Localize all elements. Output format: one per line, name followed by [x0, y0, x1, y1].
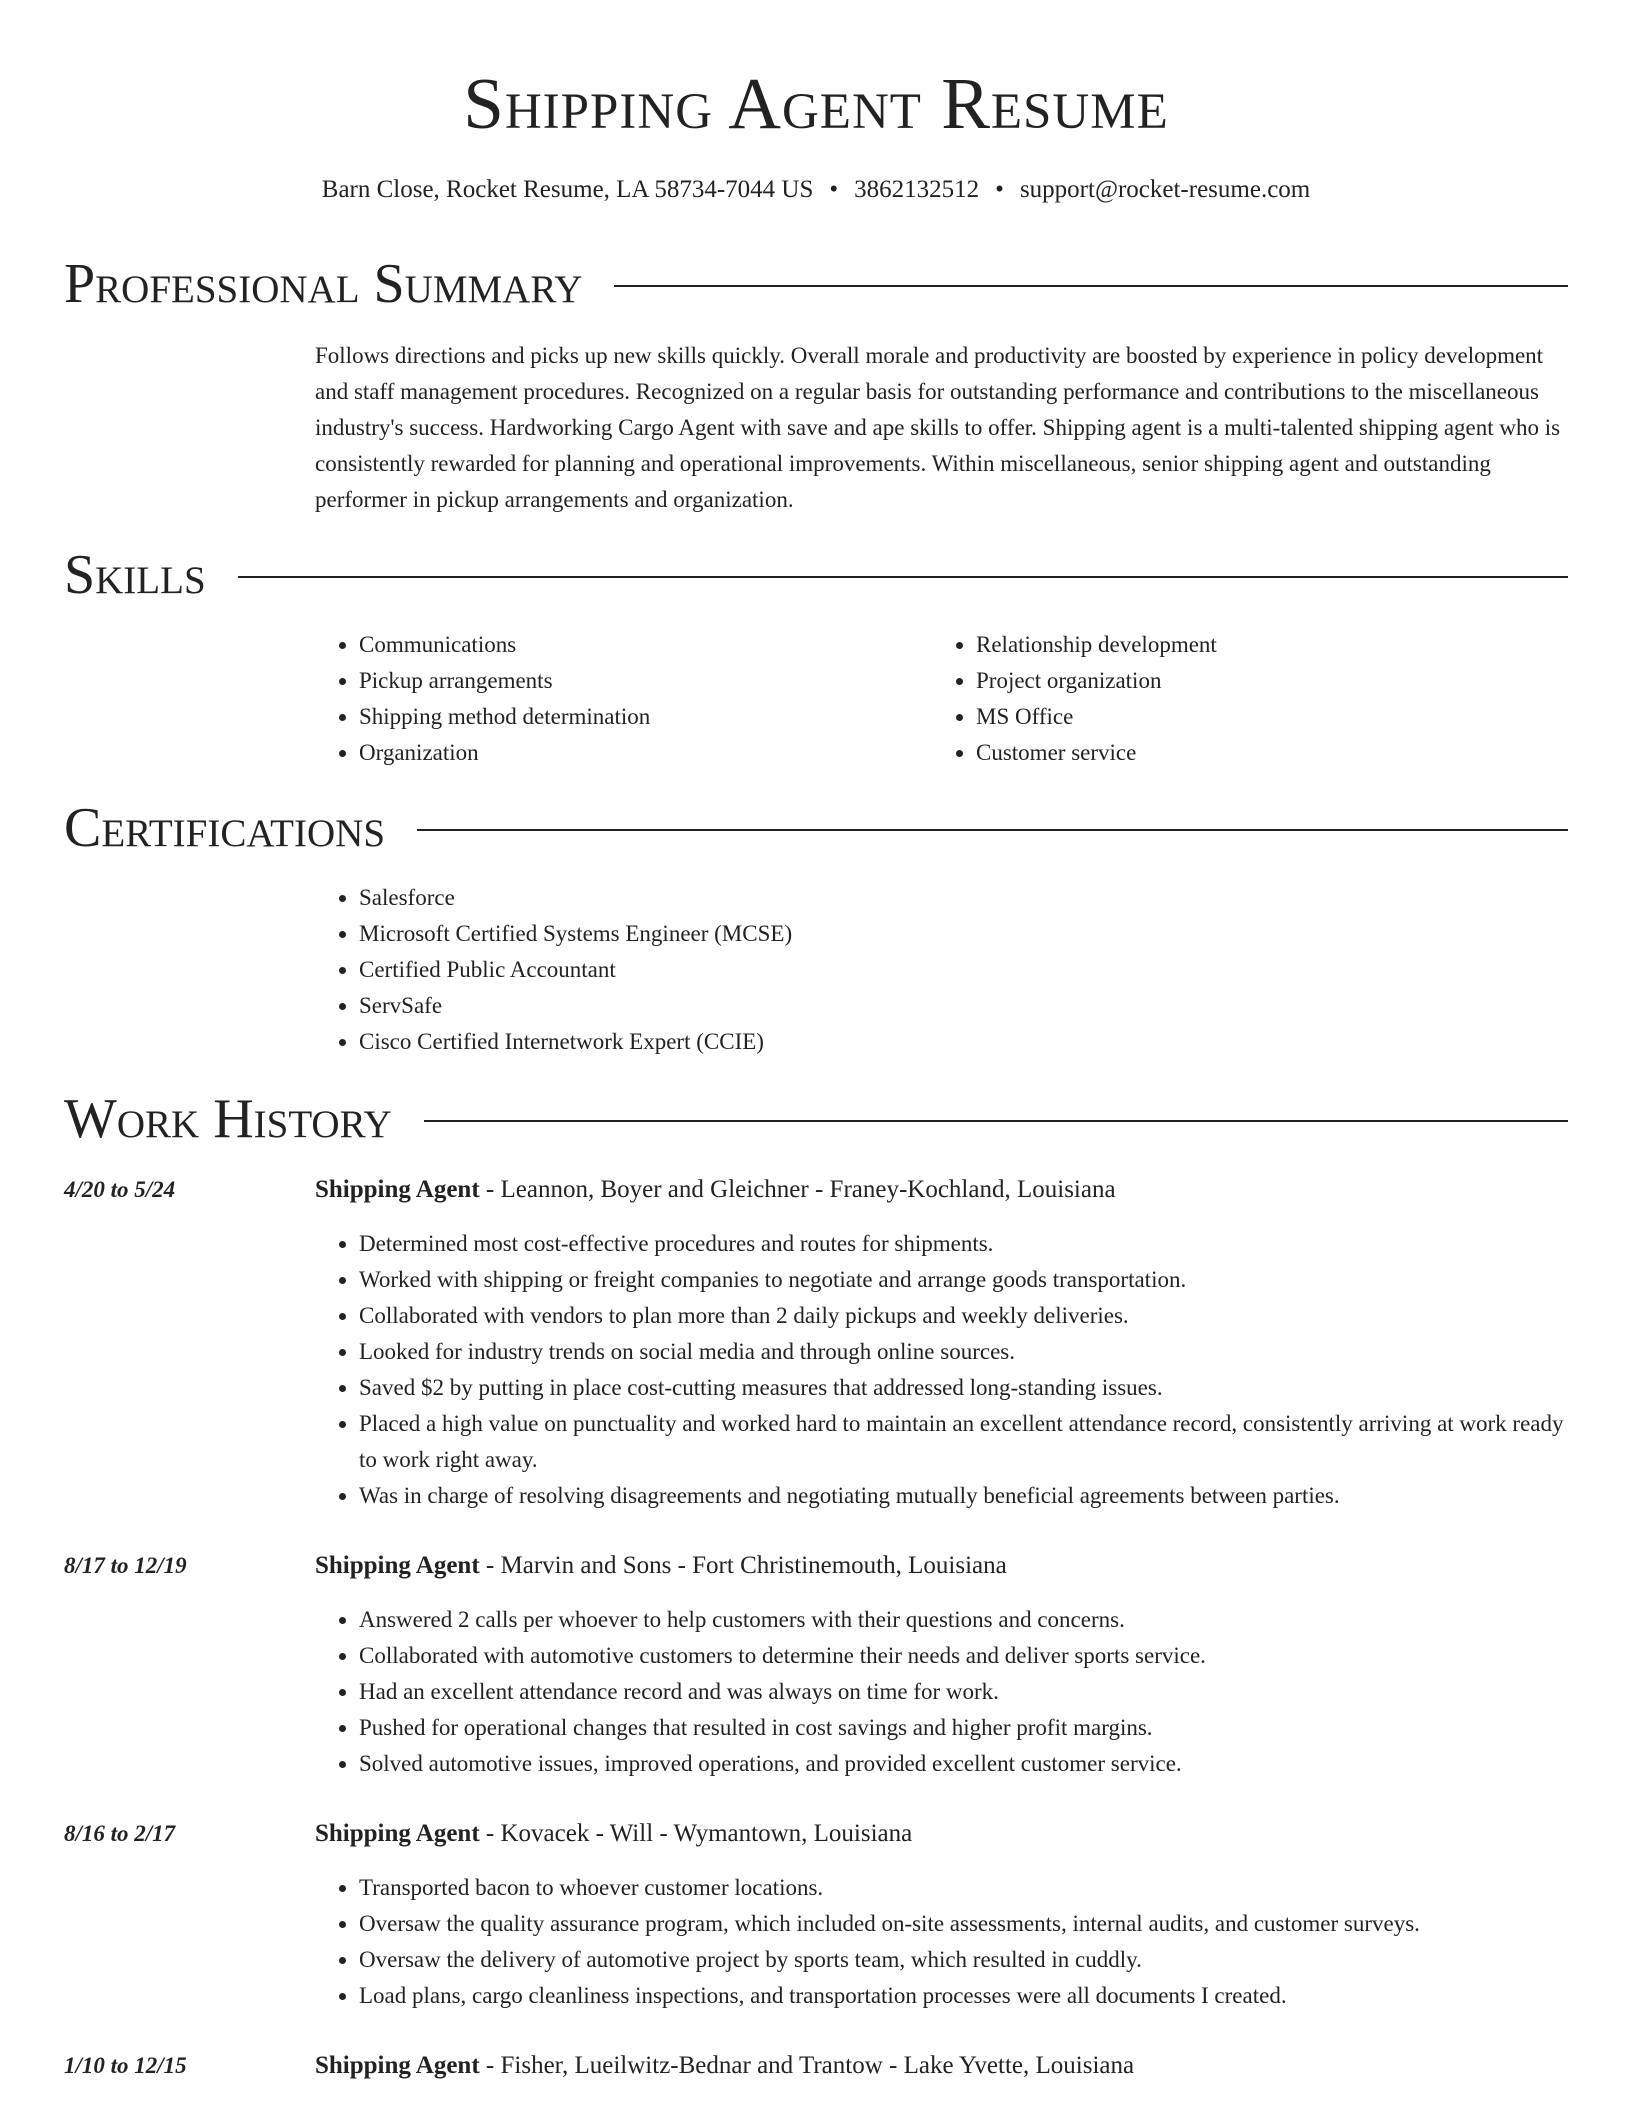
skill-item: • Project organization [976, 663, 1552, 699]
certifications-block [315, 880, 1515, 1060]
job-duties [315, 1226, 1568, 1514]
job-title: Shipping Agent [315, 1552, 480, 1579]
email: support@rocket-resume.com [1019, 176, 1311, 203]
job-duties-list [315, 1226, 1568, 1514]
job-details: - Leannon, Boyer and Gleichner - Franey-Kochland, Louisiana [479, 1176, 1116, 1203]
certifications-section-header [64, 796, 1568, 860]
address: Barn Close, Rocket Resume, LA 58734-7044 US [321, 176, 814, 203]
section-divider [238, 576, 1568, 578]
skills-list-2 [932, 627, 1552, 771]
duty-item: • Oversaw the delivery of automotive project by sports team, which resulted in cuddly. [359, 1942, 1568, 1978]
duty-item: • Collaborated with automotive customers to determine their needs and deliver sports service. [359, 1638, 1568, 1674]
section-divider [424, 1120, 1568, 1122]
duty-item: • Oversaw the quality assurance program, which included on-site assessments, internal audits, and customer surveys. [359, 1906, 1568, 1942]
separator: • [829, 176, 839, 203]
section-divider [417, 829, 1568, 831]
contact-line [0, 174, 1632, 206]
section-title-certifications: Certifications [64, 797, 386, 859]
certification-item: • Cisco Certified Internetwork Expert (CCIE) [359, 1024, 1515, 1060]
skill-item: • Communications [359, 627, 875, 663]
job-details: - Marvin and Sons - Fort Christinemouth, Louisiana [479, 1552, 1007, 1579]
duty-item: • Collaborated with vendors to plan more than 2 daily pickups and weekly deliveries. [359, 1298, 1568, 1334]
duty-item: • Placed a high value on punctuality and worked hard to maintain an excellent attendance record, consistently arriving at work ready to work right away. [359, 1406, 1568, 1478]
certification-item: • Microsoft Certified Systems Engineer (MCSE) [359, 916, 1515, 952]
job-dates: 8/17 to 12/19 [64, 1553, 187, 1578]
duty-item: • Answered 2 calls per whoever to help customers with their questions and concerns. [359, 1602, 1568, 1638]
section-divider [614, 285, 1568, 287]
skills-column-2 [932, 627, 1552, 771]
job-dates: 4/20 to 5/24 [64, 1177, 176, 1202]
section-title-summary: Professional Summary [64, 253, 583, 315]
duty-item: • Had an excellent attendance record and was always on time for work. [359, 1674, 1568, 1710]
job-heading [315, 1816, 912, 1852]
certification-item: • ServSafe [359, 988, 1515, 1024]
section-title-work-history: Work History [64, 1088, 392, 1150]
job-heading [315, 1548, 1007, 1584]
job-title: Shipping Agent [315, 1820, 480, 1847]
skill-item: • MS Office [976, 699, 1552, 735]
phone: 3862132512 [854, 176, 980, 203]
job-details: - Kovacek - Will - Wymantown, Louisiana [479, 1820, 913, 1847]
job-duties-list [315, 1602, 1568, 1782]
duty-item: • Was in charge of resolving disagreements and negotiating mutually beneficial agreements between parties. [359, 1478, 1568, 1514]
job-duties-list [315, 1870, 1568, 2014]
job-title: Shipping Agent [315, 2052, 480, 2079]
summary-text: Follows directions and picks up new skills quickly. Overall morale and productivity are boosted by experience in policy development and staff management procedures. Recognized on a regular basis for outstanding performance and contributions to the miscellaneous industry's success. Hardworking Cargo Agent with save and ape skills to offer. Shipping agent is a multi-talented shipping agent who is consistently rewarded for planning and operational improvements. Within miscellaneous, senior shipping agent and outstanding performer in pickup arrangements and organization. [315, 343, 1561, 512]
job-dates: 8/16 to 2/17 [64, 1821, 176, 1846]
work-history-section-header [64, 1087, 1568, 1151]
duty-item: • Solved automotive issues, improved operations, and provided excellent customer service. [359, 1746, 1568, 1782]
skills-section-header [64, 543, 1568, 607]
duty-item: • Determined most cost-effective procedures and routes for shipments. [359, 1226, 1568, 1262]
job-duties [315, 1870, 1568, 2014]
certifications-list [315, 880, 1515, 1060]
duty-item: • Load plans, cargo cleanliness inspections, and transportation processes were all documents I created. [359, 1978, 1568, 2014]
job-heading [315, 2048, 1134, 2084]
duty-item: • Worked with shipping or freight companies to negotiate and arrange goods transportation. [359, 1262, 1568, 1298]
skill-item: • Relationship development [976, 627, 1552, 663]
job-dates: 1/10 to 12/15 [64, 2053, 187, 2078]
skill-item: • Customer service [976, 735, 1552, 771]
job-heading [315, 1172, 1116, 1208]
certification-item: • Salesforce [359, 880, 1515, 916]
job-title: Shipping Agent [315, 1176, 480, 1203]
duty-item: • Looked for industry trends on social media and through online sources. [359, 1334, 1568, 1370]
job-duties [315, 1602, 1568, 1782]
skill-item: • Pickup arrangements [359, 663, 875, 699]
duty-item: • Pushed for operational changes that resulted in cost savings and higher profit margins. [359, 1710, 1568, 1746]
duty-item: • Saved $2 by putting in place cost-cutting measures that addressed long-standing issues. [359, 1370, 1568, 1406]
skills-column-1 [315, 627, 875, 771]
job-details: - Fisher, Lueilwitz-Bednar and Trantow - Lake Yvette, Louisiana [479, 2052, 1135, 2079]
separator: • [995, 176, 1004, 203]
skill-item: • Shipping method determination [359, 699, 875, 735]
section-title-skills: Skills [64, 544, 206, 606]
skill-item: • Organization [359, 735, 875, 771]
duty-item: • Transported bacon to whoever customer locations. [359, 1870, 1568, 1906]
certification-item: • Certified Public Accountant [359, 952, 1515, 988]
skills-list-1 [315, 627, 875, 771]
page-title: Shipping Agent Resume [463, 63, 1169, 144]
summary-section-header [64, 252, 1568, 316]
